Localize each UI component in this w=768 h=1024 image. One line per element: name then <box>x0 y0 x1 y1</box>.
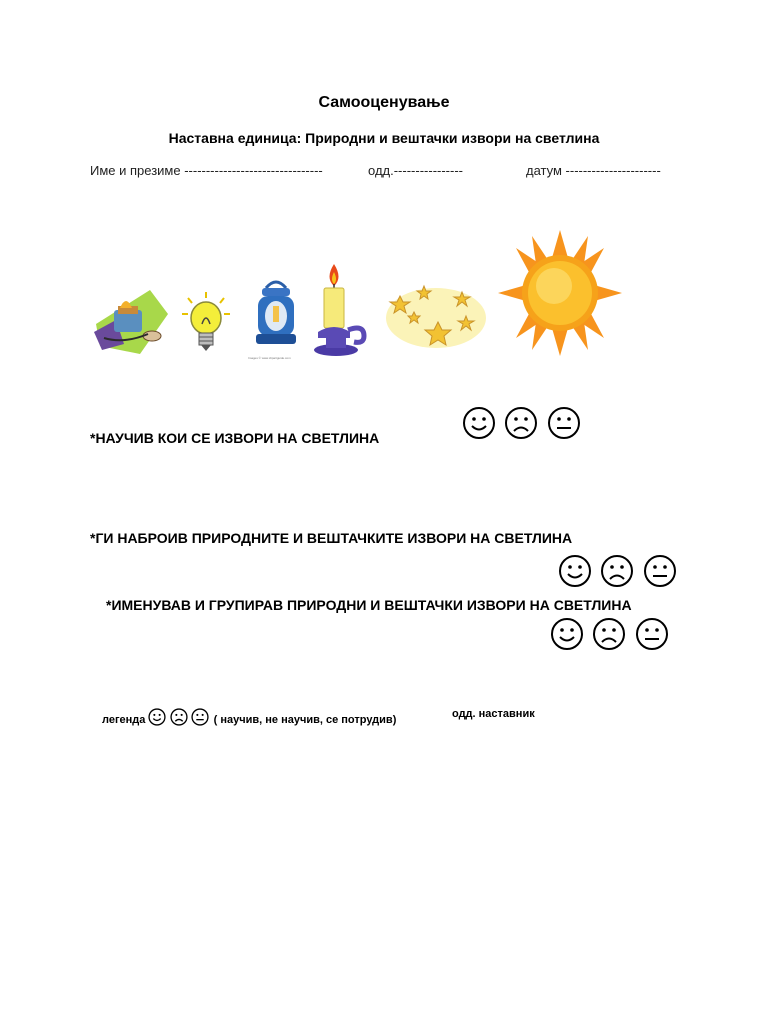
smile-icon[interactable] <box>550 617 584 651</box>
criterion-1: *НАУЧИВ КОИ СЕ ИЗВОРИ НА СВЕТЛИНА <box>90 430 380 446</box>
criterion-3: *ИМЕНУВАВ И ГРУПИРАВ ПРИРОДНИ И ВЕШТАЧКИ ИЗВОРИ НА СВЕТЛИНА <box>106 597 632 613</box>
smile-icon[interactable] <box>558 554 592 588</box>
lantern-icon <box>248 276 304 360</box>
teacher-label: одд. наставник <box>452 708 535 720</box>
legend-explanation: ( научив, не научив, се потрудив) <box>213 714 397 726</box>
image-caption: Images © www.clipartguide.com <box>248 356 291 360</box>
candle-icon <box>312 260 370 360</box>
name-field: Име и презиме -------------------------------- <box>90 163 323 178</box>
frown-icon <box>170 708 188 726</box>
smile-icon <box>148 708 166 726</box>
campfire-icon <box>90 284 170 356</box>
criterion-2: *ГИ НАБРОИВ ПРИРОДНИТЕ И ВЕШТАЧКИТЕ ИЗВОРИ НА СВЕТЛИНА <box>90 530 573 546</box>
rating-group-2 <box>558 554 677 588</box>
neutral-icon[interactable] <box>547 406 581 440</box>
lightbulb-icon <box>180 290 232 360</box>
rating-group-1 <box>462 406 581 440</box>
frown-icon[interactable] <box>504 406 538 440</box>
stars-icon <box>384 282 488 352</box>
smile-icon[interactable] <box>462 406 496 440</box>
legend-label: легенда <box>102 714 146 726</box>
neutral-icon[interactable] <box>643 554 677 588</box>
neutral-icon[interactable] <box>635 617 669 651</box>
page-title: Самооценување <box>318 94 450 111</box>
sun-icon <box>496 228 624 358</box>
legend <box>102 708 396 726</box>
frown-icon[interactable] <box>592 617 626 651</box>
lesson-subtitle: Наставна единица: Природни и вештачки извори на светлина <box>168 130 600 146</box>
class-field: одд.---------------- <box>368 163 463 178</box>
date-field: датум ---------------------- <box>526 163 661 178</box>
rating-group-3 <box>550 617 669 651</box>
neutral-icon <box>191 708 209 726</box>
frown-icon[interactable] <box>600 554 634 588</box>
